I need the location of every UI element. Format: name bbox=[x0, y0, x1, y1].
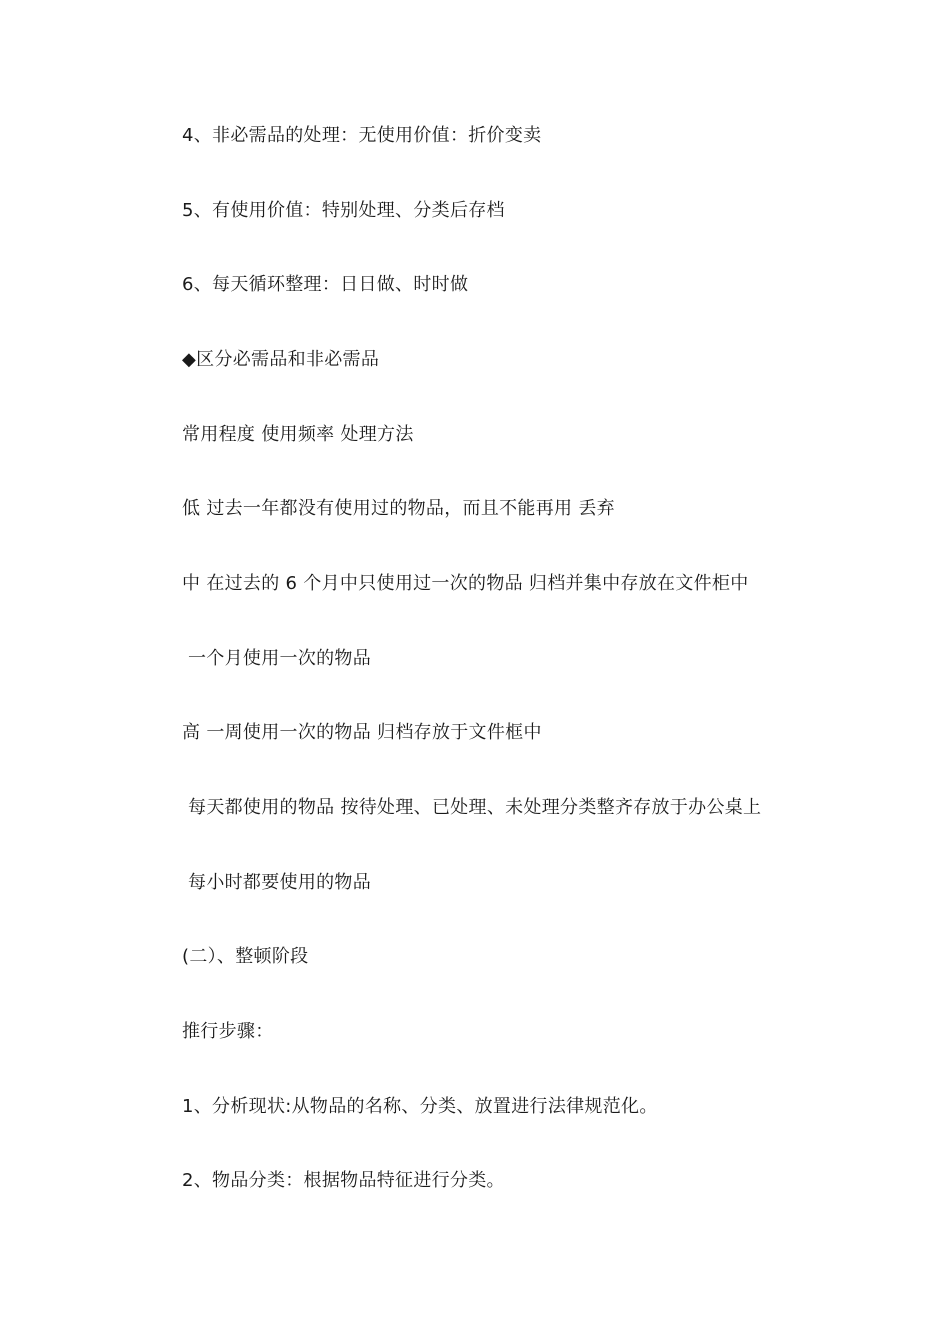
section-heading-arrange: (二）、整顿阶段 bbox=[182, 946, 309, 967]
text-line-step-analyze: 1、分析现状:从物品的名称、分类、放置进行法律规范化。 bbox=[182, 1096, 658, 1117]
table-row-low: 低 过去一年都没有使用过的物品，而且不能再用 丢弃 bbox=[182, 498, 615, 519]
section-heading-distinguish: ◆区分必需品和非必需品 bbox=[182, 349, 380, 370]
text-line-steps-label: 推行步骤： bbox=[182, 1021, 274, 1042]
table-header-row: 常用程度 使用频率 处理方法 bbox=[182, 424, 414, 445]
table-row-high: 高 一周使用一次的物品 归档存放于文件框中 bbox=[182, 722, 542, 743]
text-line-step-classify: 2、物品分类：根据物品特征进行分类。 bbox=[182, 1170, 505, 1191]
table-row-medium: 中 在过去的 6 个月中只使用过一次的物品 归档并集中存放在文件柜中 bbox=[182, 573, 749, 594]
table-row-high-daily: 每天都使用的物品 按待处理、已处理、未处理分类整齐存放于办公桌上 bbox=[182, 797, 762, 818]
text-line-daily-cycle: 6、每天循环整理：日日做、时时做 bbox=[182, 274, 469, 295]
text-line-disposal-no-value: 4、非必需品的处理：无使用价值：折价变卖 bbox=[182, 125, 542, 146]
text-line-disposal-with-value: 5、有使用价值：特别处理、分类后存档 bbox=[182, 200, 505, 221]
table-row-high-hourly: 每小时都要使用的物品 bbox=[182, 872, 372, 893]
table-row-medium-monthly: 一个月使用一次的物品 bbox=[182, 648, 372, 669]
